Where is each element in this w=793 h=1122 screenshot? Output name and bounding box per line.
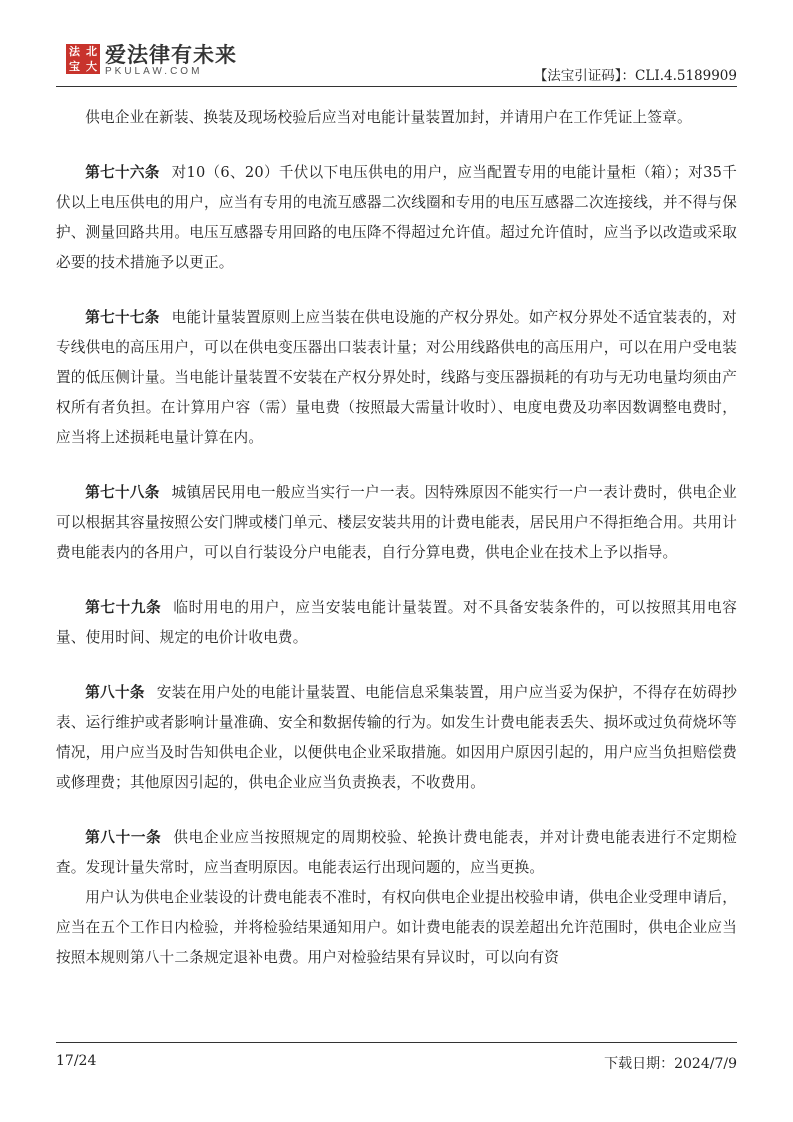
page-header [56, 40, 737, 87]
paragraph-text: 用户认为供电企业装设的计费电能表不准时，有权向供电企业提出校验申请，供电企业受理申请后，应当在五个工作日内检验，并将检验结果通知用户。如计费电能表的误差超出允许范围时，供电企业应当按照本规则第八十二条规定退补电费。用户对检验结果有异议时，可以向有资 [56, 889, 737, 966]
article-number: 第七十八条 [85, 484, 160, 501]
logo-wordmark [105, 44, 237, 77]
article-number: 第八十条 [85, 684, 145, 701]
article-number: 第七十六条 [85, 164, 160, 181]
logo-seal [66, 44, 100, 74]
article-number: 第八十一条 [85, 829, 162, 846]
article-77 [56, 303, 737, 453]
page-number: 17/24 [56, 1053, 97, 1069]
paragraph-text: 供电企业在新装、换装及现场校验后应当对电能计量装置加封，并请用户在工作凭证上签章。 [85, 109, 692, 126]
article-text: 供电企业应当按照规定的周期校验、轮换计费电能表，并对计费电能表进行不定期检查。发现计量失常时，应当查明原因。电能表运行出现问题的，应当更换。 [56, 829, 737, 876]
seal-char: 宝 [69, 60, 80, 73]
seal-char: 法 [69, 45, 80, 58]
page-footer [56, 1042, 737, 1072]
download-date: 下载日期：2024/7/9 [604, 1056, 737, 1072]
article-81 [56, 823, 737, 883]
article-text: 临时用电的用户，应当安装电能计量装置。对不具备安装条件的，可以按照其用电容量、使用时间、规定的电价计收电费。 [56, 599, 737, 646]
article-number: 第七十九条 [85, 599, 162, 616]
paragraph [56, 103, 737, 133]
logo-name-cn: 爱法律有未来 [105, 42, 237, 67]
seal-char: 大 [86, 60, 97, 73]
article-text: 电能计量装置原则上应当装在供电设施的产权分界处。如产权分界处不适宜装表的，对专线供电的高压用户，可以在供电变压器出口装表计量；对公用线路供电的高压用户，可以在用户受电装置的低压侧计量。当电能计量装置不安装在产权分界处时，线路与变压器损耗的有功与无功电量均须由产权所有者负担。在计算用户容（需）量电费（按照最大需量计收时）、电度电费及功率因数调整电费时，应当将上述损耗电量计算在内。 [56, 309, 737, 446]
article-text: 对10（6、20）千伏以下电压供电的用户，应当配置专用的电能计量柜（箱）；对35千伏以上电压供电的用户，应当有专用的电流互感器二次线圈和专用的电压互感器二次连接线，并不得与保护、测量回路共用。电压互感器专用回路的电压降不得超过允许值。超过允许值时，应当予以改造或采取必要的技术措施予以更正。 [56, 164, 737, 271]
article-79 [56, 593, 737, 653]
article-80 [56, 678, 737, 798]
pkulaw-logo[interactable] [66, 44, 237, 77]
article-76 [56, 158, 737, 278]
article-text: 城镇居民用电一般应当实行一户一表。因特殊原因不能实行一户一表计费时，供电企业可以根据其容量按照公安门牌或楼门单元、楼层安装共用的计费电能表，居民用户不得拒绝合用。共用计费电能表内的各用户，可以自行装设分户电能表，自行分算电费，供电企业在技术上予以指导。 [56, 484, 737, 561]
article-number: 第七十七条 [85, 309, 160, 326]
document-body [56, 103, 737, 973]
citation-code: 【法宝引证码】：CLI.4.5189909 [533, 68, 737, 84]
paragraph [56, 883, 737, 973]
seal-char: 北 [86, 45, 97, 58]
article-text: 安装在用户处的电能计量装置、电能信息采集装置，用户应当妥为保护，不得存在妨碍抄表、运行维护或者影响计量准确、安全和数据传输的行为。如发生计费电能表丢失、损坏或过负荷烧坏等情况，用户应当及时告知供电企业，以便供电企业采取措施。如因用户原因引起的，用户应当负担赔偿费或修理费；其他原因引起的，供电企业应当负责换表，不收费用。 [56, 684, 737, 791]
logo-name-en: PKULAW.COM [105, 66, 203, 77]
article-78 [56, 478, 737, 568]
